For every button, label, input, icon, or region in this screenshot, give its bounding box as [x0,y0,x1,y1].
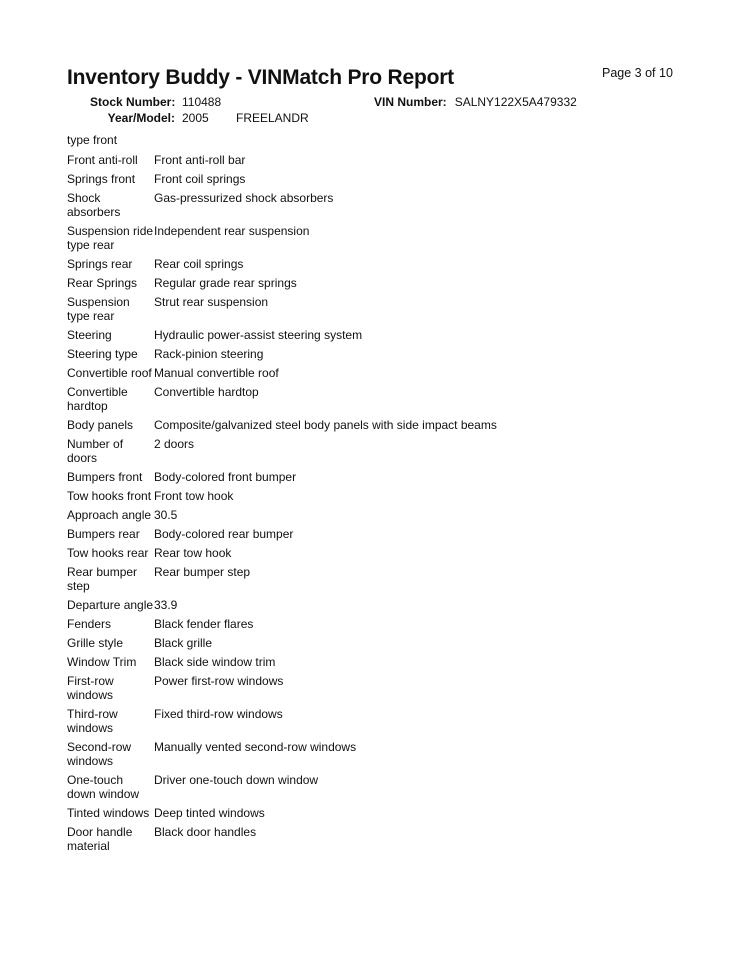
spec-row [67,468,687,487]
spec-label: Grille style [67,636,124,650]
spec-value: Front coil springs [154,172,246,186]
spec-label: Suspension type rear [67,295,130,323]
spec-value: Power first-row windows [154,674,284,688]
spec-row [67,596,687,615]
spec-label: Springs rear [67,257,133,271]
spec-row [67,771,687,804]
spec-value: Composite/galvanized steel body panels with side impact beams [154,418,497,432]
spec-value: Independent rear suspension [154,224,310,238]
vin-number-field [374,95,577,109]
spec-row [67,416,687,435]
spec-value: Gas-pressurized shock absorbers [154,191,334,205]
spec-row [67,293,687,326]
spec-label: Departure angle [67,598,154,612]
spec-value: Manual convertible roof [154,366,279,380]
spec-label: Second-row windows [67,740,132,768]
spec-row [67,804,687,823]
spec-label: Tow hooks rear [67,546,149,560]
year-value: 2005 [182,111,209,125]
spec-label: Fenders [67,617,112,631]
spec-label: Convertible roof [67,366,152,380]
spec-label: Steering [67,328,112,342]
spec-row [67,170,687,189]
spec-value: Black side window trim [154,655,276,669]
spec-label: Bumpers rear [67,527,140,541]
spec-label: Rear Springs [67,276,138,290]
spec-label: Front anti-roll [67,153,138,167]
spec-row [67,705,687,738]
spec-label: Steering type [67,347,138,361]
spec-label: One-touch down window [67,773,140,801]
page-number: Page 3 of 10 [602,66,673,80]
year-model-label: Year/Model: [107,111,175,125]
spec-row [67,672,687,705]
spec-label: Bumpers front [67,470,143,484]
vin-number-label: VIN Number: [374,95,447,109]
spec-row [67,653,687,672]
spec-row [67,133,687,151]
spec-value: 2 doors [154,437,195,451]
spec-value: Front anti-roll bar [154,153,246,167]
spec-label: Tow hooks front [67,489,152,503]
spec-row [67,326,687,345]
spec-row [67,345,687,364]
spec-row [67,506,687,525]
spec-value: Black fender flares [154,617,254,631]
model-value: FREELANDR [236,111,309,125]
spec-label: Shock absorbers [67,191,121,219]
specification-list [67,133,687,856]
vin-number-value: SALNY122X5A479332 [454,95,577,109]
spec-row [67,255,687,274]
spec-row [67,435,687,468]
spec-label: First-row windows [67,674,114,702]
spec-label: type front [67,133,118,147]
spec-value: Hydraulic power-assist steering system [154,328,363,342]
spec-value: Strut rear suspension [154,295,269,309]
spec-row [67,151,687,170]
spec-label: Body panels [67,418,134,432]
spec-row [67,383,687,416]
spec-value: Rack-pinion steering [154,347,264,361]
spec-value: 30.5 [154,508,178,522]
spec-row [67,189,687,222]
spec-label: Number of doors [67,437,124,465]
spec-label: Window Trim [67,655,137,669]
year-model-field [90,111,209,125]
spec-row [67,823,687,856]
spec-value: Rear bumper step [154,565,251,579]
spec-value: Body-colored rear bumper [154,527,294,541]
spec-value: Black grille [154,636,213,650]
spec-row [67,222,687,255]
spec-row [67,544,687,563]
stock-number-field [90,95,221,109]
stock-number-label: Stock Number: [90,95,176,109]
spec-row [67,487,687,506]
spec-value: Front tow hook [154,489,234,503]
spec-label: Convertible hardtop [67,385,128,413]
spec-value: 33.9 [154,598,178,612]
spec-value: Driver one-touch down window [154,773,319,787]
spec-value: Deep tinted windows [154,806,265,820]
spec-label: Springs front [67,172,136,186]
spec-value: Convertible hardtop [154,385,259,399]
report-title: Inventory Buddy - VINMatch Pro Report [67,66,454,89]
spec-value: Rear tow hook [154,546,232,560]
spec-label: Suspension ride type rear [67,224,154,252]
spec-value: Body-colored front bumper [154,470,297,484]
spec-label: Rear bumper step [67,565,138,593]
spec-value [154,133,687,147]
stock-number-value: 110488 [182,95,222,109]
spec-row [67,634,687,653]
spec-row [67,615,687,634]
spec-label: Door handle material [67,825,133,853]
spec-row [67,525,687,544]
spec-row [67,738,687,771]
spec-value: Regular grade rear springs [154,276,297,290]
spec-row [67,364,687,383]
spec-value: Black door handles [154,825,257,839]
spec-label: Tinted windows [67,806,150,820]
spec-value: Fixed third-row windows [154,707,283,721]
spec-value: Manually vented second-row windows [154,740,357,754]
spec-label: Approach angle [67,508,152,522]
spec-row [67,563,687,596]
spec-value: Rear coil springs [154,257,244,271]
spec-row [67,274,687,293]
spec-label: Third-row windows [67,707,118,735]
